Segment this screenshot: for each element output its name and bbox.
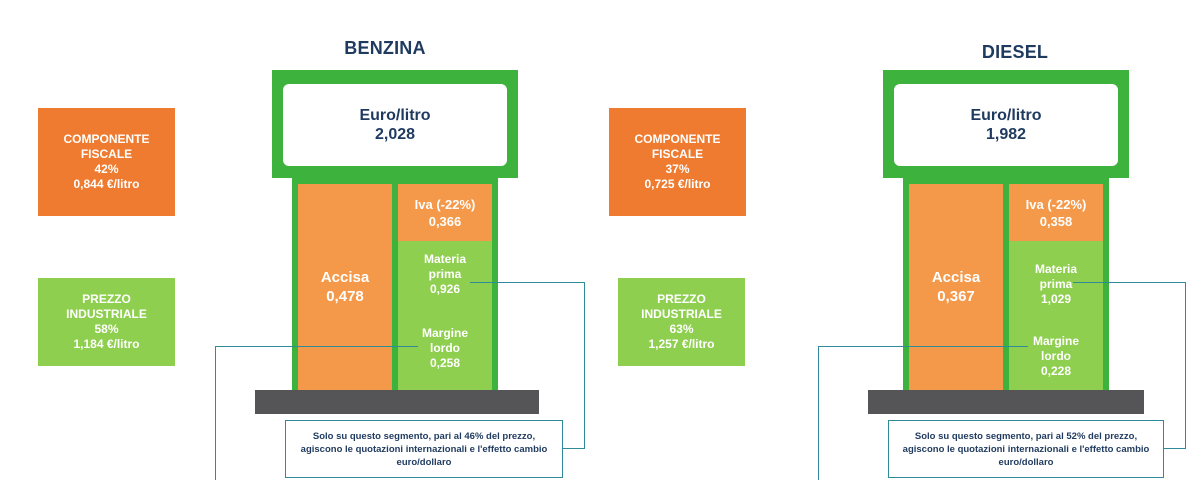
benzina-callout-materia-h2 — [562, 448, 585, 449]
benzina-materia-line1: Materia — [423, 252, 467, 266]
diesel-callout-margine-h — [818, 346, 1028, 347]
benzina-callout-materia-v — [584, 282, 585, 448]
benzina-price-sign — [279, 80, 511, 170]
diesel-pump-base — [868, 390, 1144, 414]
benzina-accisa-value: 0,478 — [326, 288, 364, 305]
diesel-note-line2: agiscono le quotazioni internazionali e l'effetto cambio — [902, 443, 1150, 455]
benzina-industrial-box — [38, 278, 175, 366]
diesel-callout-margine-v — [818, 346, 819, 480]
benzina-margine-value: 0,258 — [429, 356, 461, 370]
benzina-note-box — [285, 420, 563, 478]
diesel-industrial-value: 1,257 €/litro — [648, 337, 715, 351]
diesel-callout-materia-h — [1073, 282, 1185, 283]
benzina-industrial-pct: 58% — [94, 322, 119, 336]
diesel-sign-label: Euro/litro — [970, 107, 1042, 124]
benzina-industrial-line1: PREZZO — [82, 292, 131, 306]
benzina-materia-value: 0,926 — [429, 282, 461, 296]
diesel-price-sign — [890, 80, 1122, 170]
benzina-iva-label: Iva (-22%) — [414, 196, 476, 212]
benzina-note-line1: Solo su questo segmento, pari al 46% del prezzo, — [312, 430, 536, 442]
benzina-industrial-value: 1,184 €/litro — [73, 337, 140, 351]
benzina-fiscal-box — [38, 108, 175, 216]
diesel-accisa-value: 0,367 — [937, 288, 975, 305]
diesel-margine-label — [1009, 334, 1103, 379]
benzina-sign-label: Euro/litro — [359, 107, 431, 124]
diesel-industrial-line2: INDUSTRIALE — [641, 307, 722, 321]
diesel-iva-label: Iva (-22%) — [1025, 196, 1087, 212]
benzina-materia-label — [398, 252, 492, 297]
benzina-margine-line2: lordo — [430, 341, 460, 355]
diesel-materia-line1: Materia — [1034, 262, 1078, 276]
benzina-accisa-label: Accisa — [320, 269, 370, 286]
benzina-iva-value: 0,366 — [428, 213, 462, 229]
benzina-fiscal-value: 0,844 €/litro — [73, 177, 140, 191]
benzina-pump-base — [255, 390, 539, 414]
diesel-note-line3: euro/dollaro — [998, 456, 1054, 468]
diesel-fiscal-value: 0,725 €/litro — [644, 177, 711, 191]
diesel-title: DIESEL — [981, 42, 1049, 62]
benzina-industrial-line2: INDUSTRIALE — [66, 307, 147, 321]
benzina-callout-margine-h — [215, 346, 418, 347]
benzina-fiscal-line2: FISCALE — [80, 147, 133, 161]
diesel-industrial-pct: 63% — [669, 322, 694, 336]
benzina-note-line2: agiscono le quotazioni internazionali e l'effetto cambio — [300, 443, 548, 455]
diesel-fiscal-pct: 37% — [665, 162, 690, 176]
diesel-materia-label — [1009, 262, 1103, 307]
diesel-industrial-box — [618, 278, 745, 366]
diesel-fiscal-line1: COMPONENTE — [634, 132, 721, 146]
diesel-fiscal-line2: FISCALE — [651, 147, 704, 161]
diesel-materia-value: 1,029 — [1040, 292, 1072, 306]
benzina-fiscal-line1: COMPONENTE — [63, 132, 150, 146]
diesel-sign-value: 1,982 — [985, 126, 1027, 143]
diesel-accisa-cell — [909, 184, 1003, 390]
diesel-note-box — [888, 420, 1164, 478]
diesel-industrial-line1: PREZZO — [657, 292, 706, 306]
benzina-note-line3: euro/dollaro — [396, 456, 452, 468]
diesel-materia-line2: prima — [1039, 277, 1073, 291]
benzina-callout-materia-h — [470, 282, 584, 283]
diesel-margine-line2: lordo — [1041, 349, 1071, 363]
diesel-callout-materia-h2 — [1164, 448, 1186, 449]
diesel-fiscal-box — [609, 108, 746, 216]
benzina-sign-value: 2,028 — [374, 126, 416, 143]
diesel-callout-materia-v — [1185, 282, 1186, 448]
benzina-fiscal-pct: 42% — [94, 162, 119, 176]
benzina-margine-line1: Margine — [421, 326, 468, 340]
diesel-accisa-label: Accisa — [931, 269, 981, 286]
benzina-callout-margine-v — [215, 346, 216, 480]
diesel-note-line1: Solo su questo segmento, pari al 52% del prezzo, — [914, 430, 1138, 442]
benzina-accisa-cell — [298, 184, 392, 390]
benzina-title: BENZINA — [344, 38, 426, 58]
benzina-margine-label — [398, 326, 492, 371]
benzina-materia-line2: prima — [428, 267, 462, 281]
diesel-iva-cell — [1009, 184, 1103, 241]
diesel-margine-value: 0,228 — [1040, 364, 1072, 378]
benzina-iva-cell — [398, 184, 492, 241]
diesel-iva-value: 0,358 — [1039, 213, 1073, 229]
diesel-margine-line1: Margine — [1032, 334, 1079, 348]
